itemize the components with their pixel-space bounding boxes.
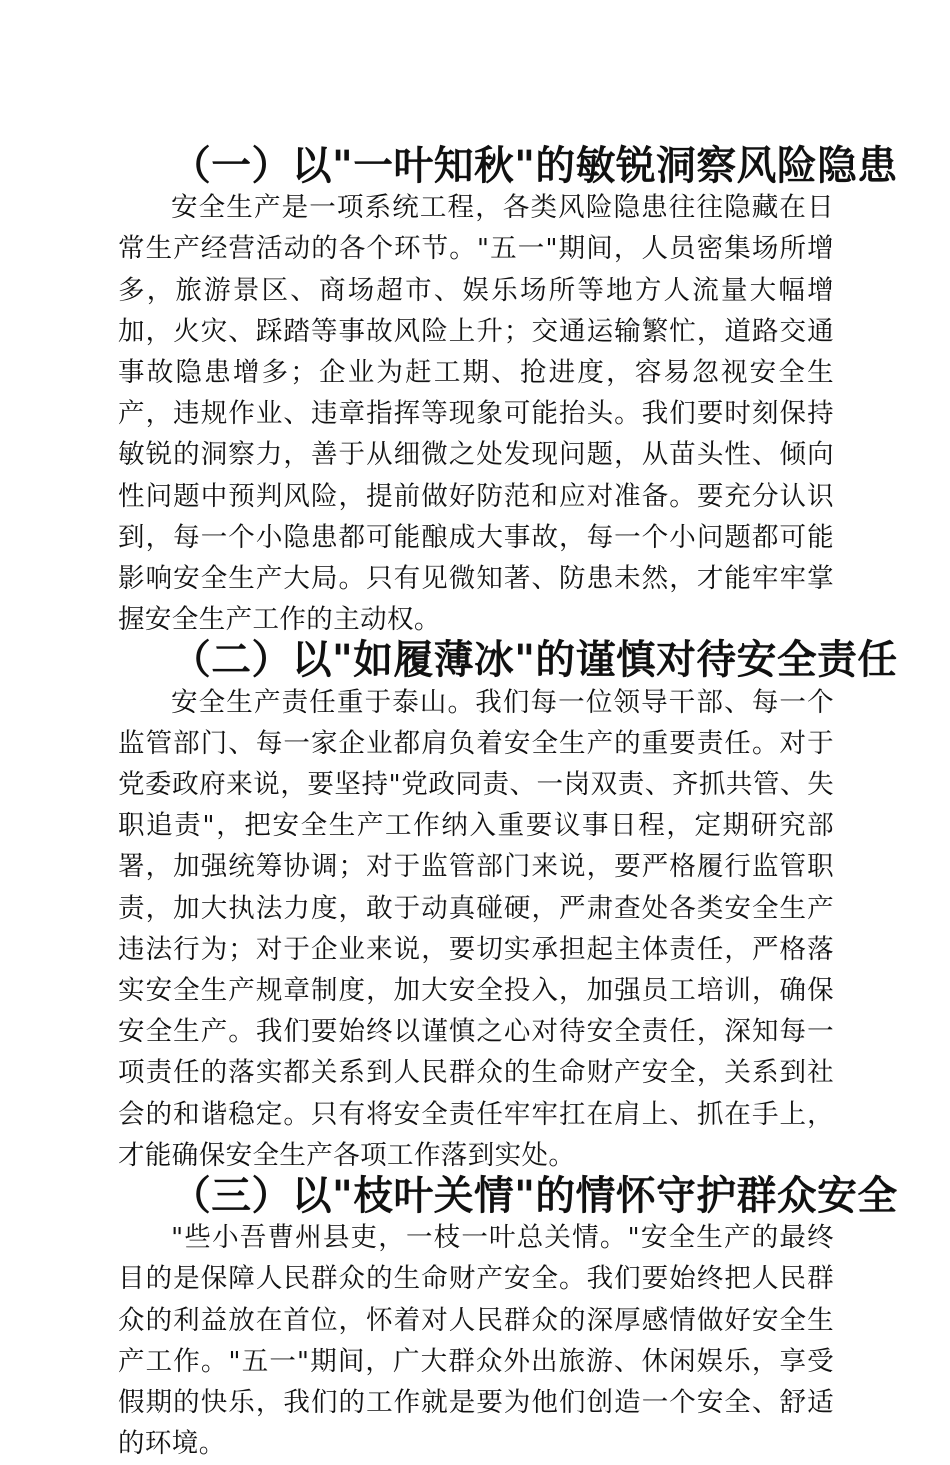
section-heading-3: （三）以"枝叶关情"的情怀守护群众安全 (171, 1173, 898, 1220)
section-paragraph-3: "些小吾曹州县吏，一枝一叶总关情。"安全生产的最终目的是保障人民群众的生命财产安全。我们要始终把人民群众的利益放在首位，怀着对人民群众的深厚感情做好安全生产工作。"五一"期间，广大群众外出旅游、休闲娱乐，享受假期的快乐，我们的工作就是要为他们创造一个安全、舒适的环境。 (118, 1222, 834, 1460)
document-page (118, 143, 898, 1465)
section-paragraph-1: 安全生产是一项系统工程，各类风险隐患往往隐藏在日常生产经营活动的各个环节。"五一"期间，人员密集场所增多，旅游景区、商场超市、娱乐场所等地方人流量大幅增加，火灾、踩踏等事故风险上升；交通运输繁忙，道路交通事故隐患增多；企业为赶工期、抢进度，容易忽视安全生产，违规作业、违章指挥等现象可能抬头。我们要时刻保持敏锐的洞察力，善于从细微之处发现问题，从苗头性、倾向性问题中预判风险，提前做好防范和应对准备。要充分认识到，每一个小隐患都可能酿成大事故，每一个小问题都可能影响安全生产大局。只有见微知著、防患未然，才能牢牢掌握安全生产工作的主动权。 (118, 192, 834, 636)
section-heading-2: （二）以"如履薄冰"的谨慎对待安全责任 (171, 637, 898, 684)
section-paragraph-2: 安全生产责任重于泰山。我们每一位领导干部、每一个监管部门、每一家企业都肩负着安全生产的重要责任。对于党委政府来说，要坚持"党政同责、一岗双责、齐抓共管、失职追责"，把安全生产工作纳入重要议事日程，定期研究部署，加强统筹协调；对于监管部门来说，要严格履行监管职责，加大执法力度，敢于动真碰硬，严肃查处各类安全生产违法行为；对于企业来说，要切实承担起主体责任，严格落实安全生产规章制度，加大安全投入，加强员工培训，确保安全生产。我们要始终以谨慎之心对待安全责任，深知每一项责任的落实都关系到人民群众的生命财产安全，关系到社会的和谐稳定。只有将安全责任牢牢扛在肩上、抓在手上，才能确保安全生产各项工作落到实处。 (118, 686, 834, 1171)
section-heading-1: （一）以"一叶知秋"的敏锐洞察风险隐患 (171, 143, 898, 189)
